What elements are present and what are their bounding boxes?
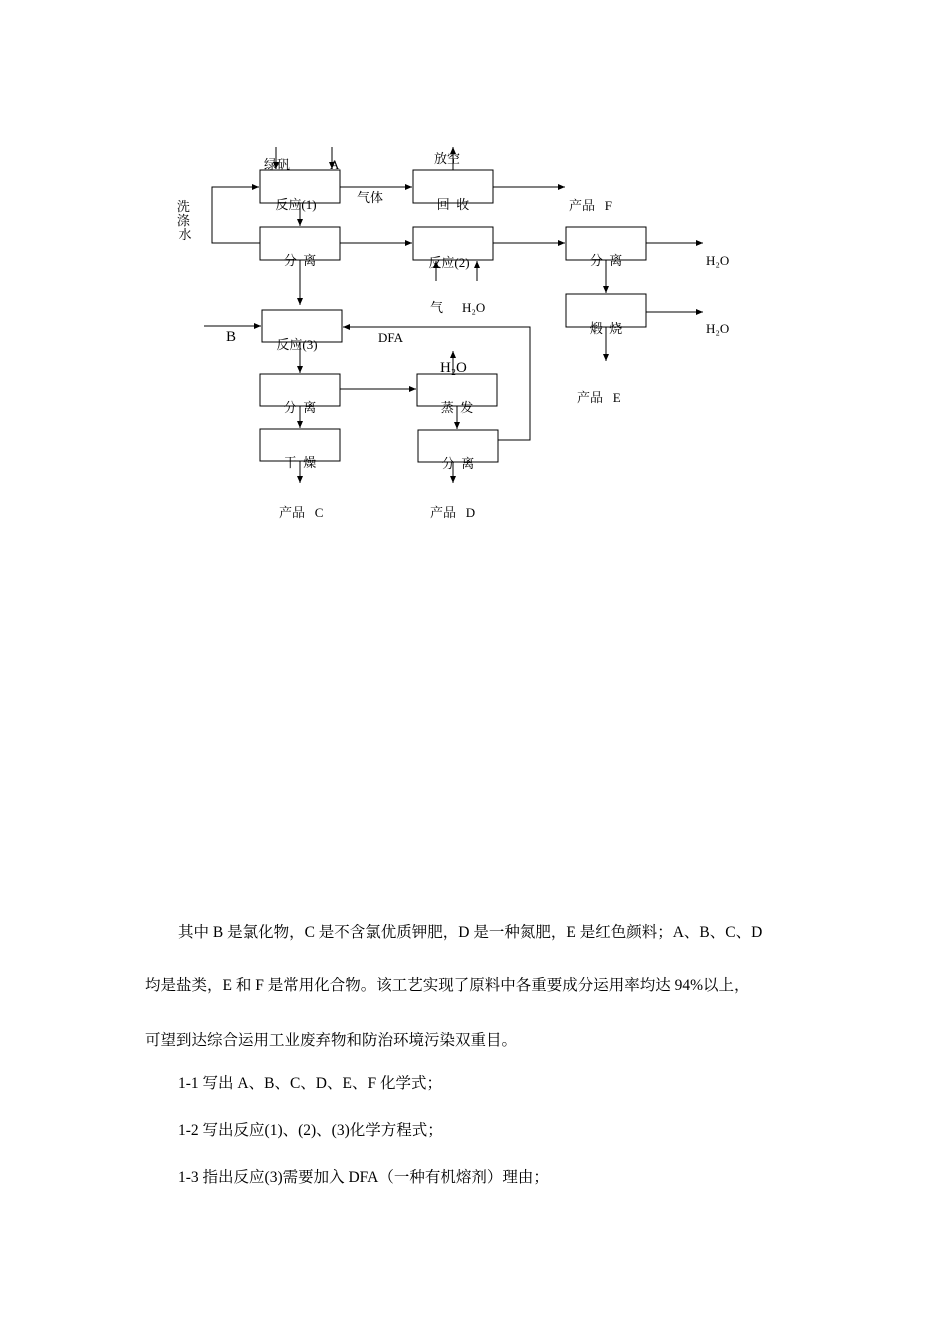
b-label: B (226, 329, 237, 345)
wash-water-line (212, 187, 260, 243)
reaction1-label: 反应(1) (275, 197, 317, 212)
question-1-3: 1-3 指出反应(3)需要加入 DFA（一种有机熔剂）理由； (178, 1169, 549, 1186)
paragraph-line-3: 可望到达综合运用工业废弃物和防治环境污染双重目。 (145, 1032, 518, 1049)
ore-label: 绿矾 (264, 157, 291, 172)
calcination-label: 煅 烧 (589, 321, 623, 336)
separation4-label: 分 离 (441, 456, 475, 471)
separation3-label: 分 离 (283, 400, 317, 415)
h2o-calc-label: H₂O (706, 321, 730, 336)
paragraph-line-1: 其中 B 是氯化物，C 是不含氯优质钾肥，D 是一种氮肥，E 是红色颜料；A、B、C、D (178, 924, 763, 941)
question-1-2: 1-2 写出反应(1)、(2)、(3)化学方程式； (178, 1122, 443, 1139)
paragraph-line-2: 均是盐类，E 和 F 是常用化合物。该工艺实现了原料中各重要成分运用率均达 94%以上， (145, 977, 750, 994)
evaporation-label: 蒸 发 (440, 400, 474, 415)
drying-label: 干 燥 (283, 455, 317, 470)
a-label: A (330, 157, 340, 172)
separation2-label: 分 离 (589, 253, 623, 268)
ammonia-label: 气 (430, 300, 444, 315)
h2o-label-evap: H₂O (440, 360, 467, 376)
dfa-label: DFA (378, 330, 404, 345)
separation1-label: 分 离 (283, 253, 317, 268)
h2o-label-r2: H₂O (462, 300, 486, 315)
process-flow-diagram (0, 0, 950, 560)
wash-water-label: 洗 涤 水 (176, 199, 192, 242)
question-1-1: 1-1 写出 A、B、C、D、E、F 化学式； (178, 1075, 442, 1092)
vent-label: 放空 (434, 151, 461, 166)
h2o-sep2-label: H₂O (706, 253, 730, 268)
product-d-label: 产品 D (430, 505, 476, 520)
product-f-label: 产品 F (569, 198, 612, 213)
product-e-label: 产品 E (577, 390, 621, 405)
reaction2-label: 反应(2) (428, 255, 470, 270)
reaction3-label: 反应(3) (276, 337, 318, 352)
recovery-label: 回 收 (436, 197, 470, 212)
product-c-label: 产品 C (279, 505, 324, 520)
gas-label: 气体 (357, 190, 384, 205)
